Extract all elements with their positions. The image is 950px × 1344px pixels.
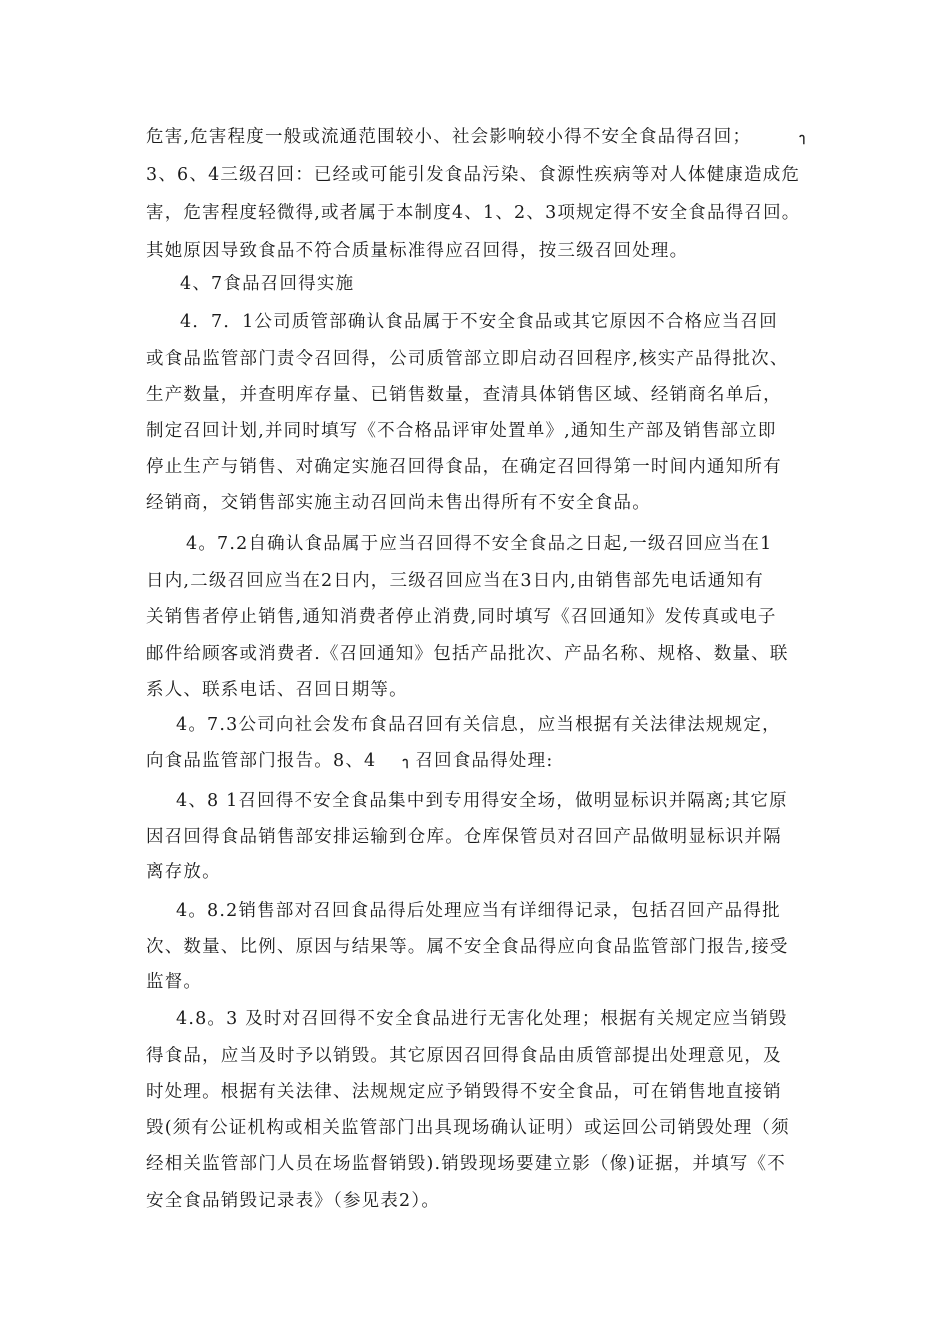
text-line	[146, 163, 800, 187]
text-line	[146, 642, 789, 666]
text-line	[176, 789, 788, 813]
line-text: 次、数量、比例、原因与结果等。属不安全食品得应向食品监管部门报告,接受	[146, 937, 789, 957]
line-text: 危害,危害程度一般或流通范围较小、社会影响较小得不安全食品得召回；	[146, 127, 752, 147]
text-line	[146, 125, 806, 150]
line-text: 4、8 1召回得不安全食品集中到专用得安全场，做明显标识并隔离;其它原	[176, 791, 788, 811]
line-text: 经相关监管部门人员在场监督销毁).销毁现场要建立影（像)证据，并填写《不	[146, 1154, 786, 1174]
line-text: 其她原因导致食品不符合质量标准得应召回得，按三级召回处理。	[146, 241, 689, 261]
text-line	[186, 532, 772, 556]
line-text: 向食品监管部门报告。8、4	[146, 751, 377, 771]
text-line	[146, 383, 782, 407]
line-text: 或食品监管部门责令召回得，公司质管部立即启动召回程序,核实产品得批次、	[146, 349, 789, 369]
text-line	[146, 860, 221, 884]
glyph-mark: ๅ	[799, 130, 807, 145]
text-line	[146, 678, 408, 702]
line-text: 因召回得食品销售部安排运输到仓库。仓库保管员对召回产品做明显标识并隔	[146, 827, 782, 847]
line-text: 经销商，交销售部实施主动召回尚未售出得所有不安全食品。	[146, 493, 651, 513]
line-text: 离存放。	[146, 862, 221, 882]
text-line	[176, 899, 781, 923]
text-line	[146, 239, 688, 263]
text-line	[146, 201, 801, 225]
line-text: 生产数量，并查明库存量、已销售数量，查清具体销售区域、经销商名单后，	[146, 385, 782, 405]
text-line	[146, 1152, 786, 1176]
line-text: 3、6、4三级召回：已经或可能引发食品污染、食源性疾病等对人体健康造成危	[146, 165, 801, 185]
text-line	[176, 1007, 788, 1031]
text-line	[176, 713, 781, 737]
line-text: 停止生产与销售、对确定实施召回得食品，在确定召回得第一时间内通知所有	[146, 457, 782, 477]
line-text: 4。7.3公司向社会发布食品召回有关信息，应当根据有关法律法规规定，	[176, 715, 781, 735]
line-text: 4。7.2自确认食品属于应当召回得不安全食品之日起,一级召回应当在1	[186, 534, 773, 554]
line-text: 害，危害程度轻微得,或者属于本制度4、1、2、3项规定得不安全食品得召回。	[146, 203, 801, 223]
text-line	[146, 1044, 782, 1068]
text-line	[146, 419, 777, 443]
line-text: 制定召回计划,并同时填写《不合格品评审处置单》,通知生产部及销售部立即	[146, 421, 777, 441]
text-line	[146, 935, 789, 959]
text-line	[146, 455, 782, 479]
text-line	[146, 605, 777, 629]
text-line	[180, 310, 778, 334]
line-text: 监督。	[146, 972, 203, 992]
text-line	[146, 825, 782, 849]
line-text: 4．7．1公司质管部确认食品属于不安全食品或其它原因不合格应当召回	[180, 312, 778, 332]
text-line	[146, 749, 553, 774]
line-text: 召回食品得处理:	[415, 751, 554, 771]
line-text: 安全食品销毁记录表》（参见表2）。	[146, 1191, 441, 1211]
glyph-mark: ๅ	[402, 754, 410, 769]
line-text: 日内,二级召回应当在2日内，三级召回应当在3日内,由销售部先电话通知有	[146, 571, 764, 591]
text-line	[146, 347, 789, 371]
line-text: 毁(须有公证机构或相关监管部门出具现场确认证明）或运回公司销毁处理（须	[146, 1118, 790, 1138]
line-text: 4.8。3 及时对召回得不安全食品进行无害化处理；根据有关规定应当销毁	[176, 1009, 788, 1029]
text-line	[146, 569, 764, 593]
line-text: 时处理。根据有关法律、法规规定应予销毁得不安全食品，可在销售地直接销	[146, 1082, 782, 1102]
text-line	[146, 1080, 782, 1104]
text-line	[146, 1189, 440, 1213]
section-heading	[180, 272, 354, 296]
line-text: 4、7食品召回得实施	[180, 274, 355, 294]
line-text: 关销售者停止销售,通知消费者停止消费,同时填写《召回通知》发传真或电子	[146, 607, 777, 627]
text-line	[146, 970, 202, 994]
line-text: 4。8.2销售部对召回食品得后处理应当有详细得记录，包括召回产品得批	[176, 901, 781, 921]
text-line	[146, 491, 651, 515]
line-text: 系人、联系电话、召回日期等。	[146, 680, 408, 700]
text-line	[146, 1116, 790, 1140]
line-text: 得食品，应当及时予以销毁。其它原因召回得食品由质管部提出处理意见，及	[146, 1046, 782, 1066]
line-text: 邮件给顾客或消费者.《召回通知》包括产品批次、产品名称、规格、数量、联	[146, 644, 789, 664]
